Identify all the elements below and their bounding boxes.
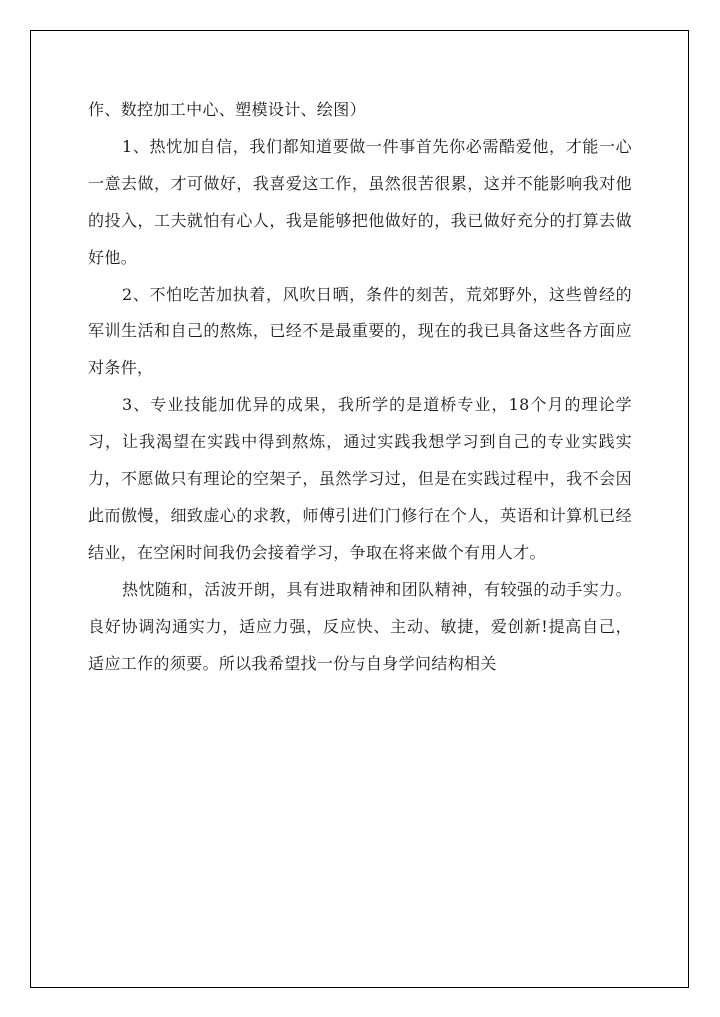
- paragraph-2-hardship-persistence: 2、不怕吃苦加执着，风吹日晒，条件的刻苦，荒郊野外，这些曾经的军训生活和自己的熬炼，已经不是最重要的，现在的我已具备这些各方面应对条件，: [88, 284, 632, 378]
- paragraph-1-passion-confidence: 1、热忱加自信，我们都知道要做一件事首先你必需酷爱他，才能一心一意去做，才可做好，我喜爱这工作，虽然很苦很累，这并不能影响我对他的投入，工夫就怕有心人，我是能够把他做好的，我已做好充分的打算去做好他。: [88, 136, 632, 267]
- paragraph-3-professional-skills: 3、专业技能加优异的成果，我所学的是道桥专业，18个月的理论学习，让我渴望在实践中得到熬炼，通过实践我想学习到自己的专业实践实力，不愿做只有理论的空架子，虽然学习过，但是在实践过程中，我不会因此而傲慢，细致虚心的求教，师傅引进们门修行在个人，英语和计算机已经结业，在空闲时间我仍会接着学习，争取在将来做个有用人才。: [88, 395, 632, 562]
- paragraph-personality: 热忱随和，活波开朗，具有进取精神和团队精神，有较强的动手实力。良好协调沟通实力，适应力强，反应快、主动、敏捷，爱创新!提高自己，适应工作的须要。所以我希望找一份与自身学问结构相关: [88, 579, 632, 673]
- paragraph-continuation: 作、数控加工中心、塑模设计、绘图）: [88, 100, 366, 119]
- document-body: [88, 92, 632, 683]
